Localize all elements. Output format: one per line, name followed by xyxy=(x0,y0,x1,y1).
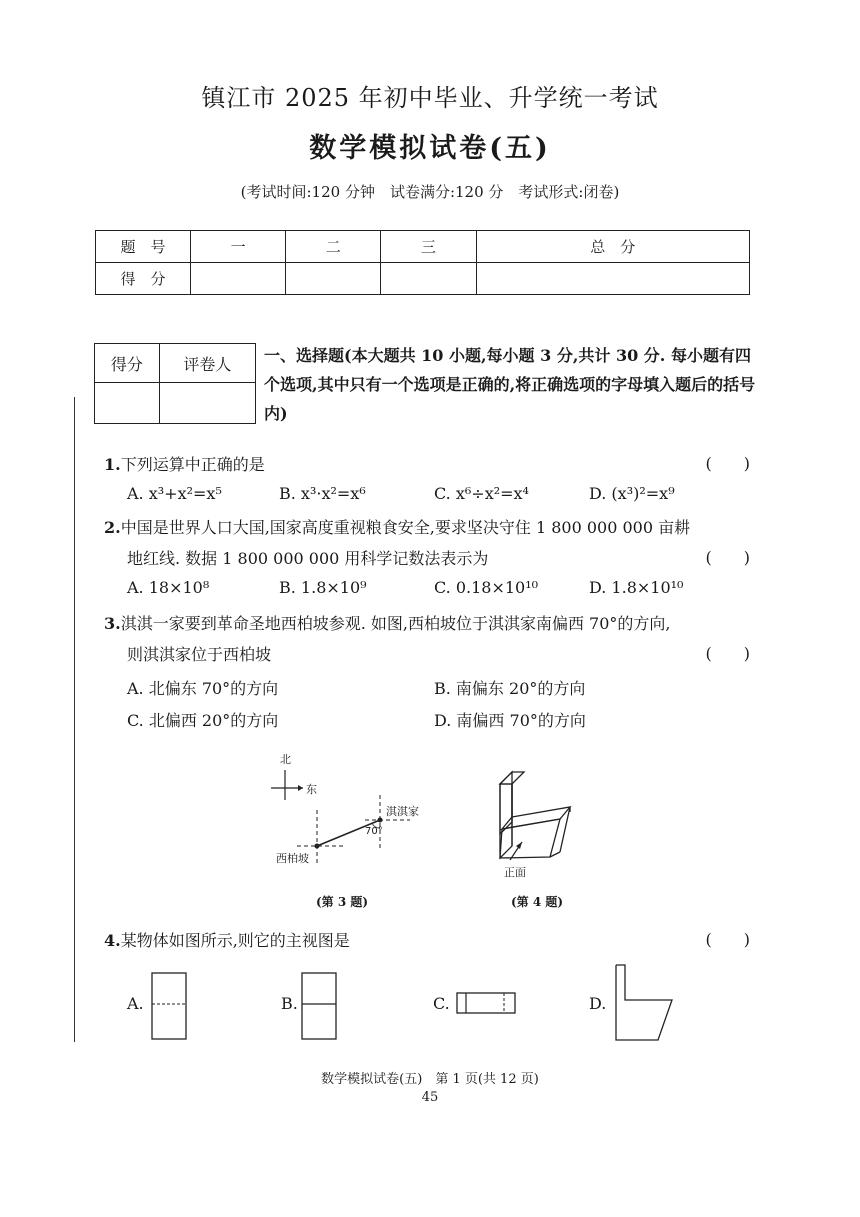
answer-bracket: ( ) xyxy=(705,930,750,949)
q4-option-d-figure xyxy=(608,962,676,1044)
angle-label: 70° xyxy=(365,826,383,837)
xibaipo-label: 西柏坡 xyxy=(276,852,309,865)
q1-option-c: C. x⁶÷x²=x⁴ xyxy=(434,484,529,503)
q4-option-c-figure xyxy=(454,990,520,1016)
q3-option-d: D. 南偏西 70°的方向 xyxy=(434,711,586,730)
north-label: 北 xyxy=(280,753,291,766)
question-1 xyxy=(104,451,265,479)
paper-title: 数学模拟试卷(五) xyxy=(309,133,551,164)
q2-option-d: D. 1.8×10¹⁰ xyxy=(589,578,684,597)
grader-name-cell xyxy=(159,383,255,424)
score-cell xyxy=(476,263,749,295)
home-label: 淇淇家 xyxy=(386,805,419,818)
score-header-cell: 一 xyxy=(191,231,286,263)
question-text: 淇淇一家要到革命圣地西柏坡参观. 如图,西柏坡位于淇淇家南偏西 70°的方向, xyxy=(120,614,671,633)
q2-option-c: C. 0.18×10¹⁰ xyxy=(434,578,539,597)
answer-bracket: ( ) xyxy=(705,454,750,473)
q1-option-b: B. x³·x²=x⁶ xyxy=(279,484,366,503)
grader-score-cell xyxy=(95,383,160,424)
question-3-line2: 则淇淇家位于西柏坡 xyxy=(127,645,272,664)
q2-option-a: A. 18×10⁸ xyxy=(127,578,210,597)
question-number: 4. xyxy=(104,931,121,950)
front-arrow xyxy=(516,842,522,849)
score-table xyxy=(95,230,750,295)
question-text: 中国是世界人口大国,国家高度重视粮食安全,要求坚决守住 1 800 000 000 亩耕 xyxy=(120,518,691,537)
question-2-line2: 地红线. 数据 1 800 000 000 用科学记数法表示为 xyxy=(127,549,489,568)
figure-4-solid xyxy=(490,762,590,872)
home-point xyxy=(378,818,383,823)
margin-line xyxy=(74,397,75,1042)
question-number: 3. xyxy=(104,614,121,633)
q1-option-a: A. x³+x²=x⁵ xyxy=(127,484,222,503)
q3-option-b: B. 南偏东 20°的方向 xyxy=(434,679,586,698)
question-text: 下列运算中正确的是 xyxy=(120,455,265,474)
section-heading: 一、选择题(本大题共 10 小题,每小题 3 分,共计 30 分. 每小题有四个选项,其中只有一个选项是正确的,将正确选项的字母填入题后的括号内) xyxy=(264,346,756,423)
q1-option-d: D. (x³)²=x⁹ xyxy=(589,484,675,503)
q4-option-b-figure xyxy=(300,971,340,1043)
question-4 xyxy=(104,927,350,955)
score-header-cell: 总 分 xyxy=(476,231,749,263)
question-2 xyxy=(104,514,754,542)
question-number: 1. xyxy=(104,455,121,474)
exam-info: (考试时间:120 分钟 试卷满分:120 分 考试形式:闭卷) xyxy=(240,183,620,201)
answer-bracket: ( ) xyxy=(705,548,750,567)
figure-3-caption: (第 3 题) xyxy=(316,895,369,909)
q4-option-b-label: B. xyxy=(281,994,298,1013)
question-3 xyxy=(104,610,754,638)
page-number: 45 xyxy=(421,1090,439,1105)
figure-4-caption: (第 4 题) xyxy=(511,895,564,909)
score-cell xyxy=(381,263,476,295)
q3-option-a: A. 北偏东 70°的方向 xyxy=(127,679,279,698)
front-label: 正面 xyxy=(504,866,526,879)
question-number: 2. xyxy=(104,518,121,537)
page-footer: 数学模拟试卷(五) 第 1 页(共 12 页) xyxy=(321,1072,539,1087)
grader-score-label: 得分 xyxy=(95,344,160,383)
grader-table xyxy=(94,343,256,424)
score-header-cell: 二 xyxy=(286,231,381,263)
east-label: 东 xyxy=(306,783,317,796)
exam-title: 镇江市 2025 年初中毕业、升学统一考试 xyxy=(201,84,659,112)
score-header-cell: 三 xyxy=(381,231,476,263)
score-row-label: 得 分 xyxy=(96,263,191,295)
q3-option-c: C. 北偏西 20°的方向 xyxy=(127,711,279,730)
east-arrow xyxy=(298,785,303,791)
q4-option-d-label: D. xyxy=(589,994,607,1013)
score-cell xyxy=(191,263,286,295)
q2-option-b: B. 1.8×10⁹ xyxy=(279,578,367,597)
score-cell xyxy=(286,263,381,295)
grader-name-label: 评卷人 xyxy=(159,344,255,383)
q4-option-a-figure xyxy=(150,971,190,1043)
answer-bracket: ( ) xyxy=(705,644,750,663)
q4-option-a-label: A. xyxy=(127,994,144,1013)
question-text: 某物体如图所示,则它的主视图是 xyxy=(120,931,350,950)
q4-option-c-label: C. xyxy=(433,994,450,1013)
xibaipo-point xyxy=(315,844,320,849)
score-header-cell: 题 号 xyxy=(96,231,191,263)
